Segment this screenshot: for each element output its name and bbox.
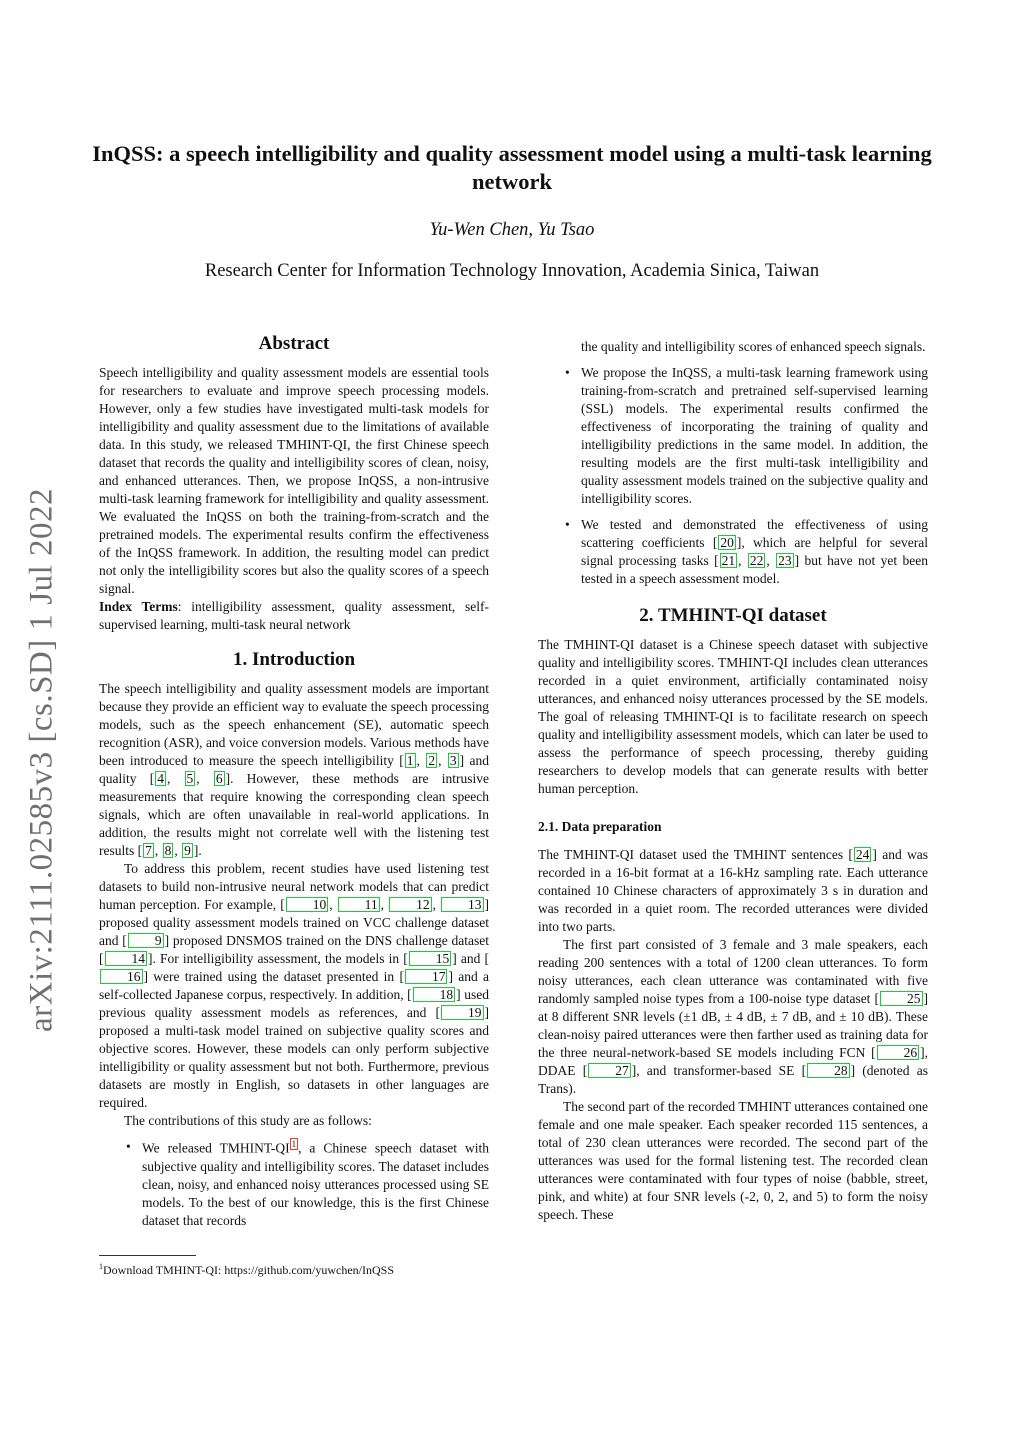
citation-link[interactable]: 7 <box>145 843 152 858</box>
citation-link[interactable]: 13 <box>441 897 484 912</box>
intro-heading: 1. Introduction <box>232 649 356 670</box>
footnote-text: Download TMHINT-QI: https://github.com/yuwchen/InQSS <box>103 1263 394 1277</box>
citation-link[interactable]: 4 <box>157 771 164 786</box>
citation-link[interactable]: 28 <box>807 1063 850 1078</box>
paper-affiliation: Research Center for Information Technology Innovation, Academia Sinica, Taiwan <box>204 261 820 281</box>
footnote <box>99 1262 394 1278</box>
contribution-item: • We released TMHINT-QI 1 , a Chinese speech dataset with subjective quality and intelligibility scores. The dataset includes clean, noisy, and enhanced noisy utterances processed using SE models. To the best of our knowledge, this is the first Chinese dataset that records <box>99 1138 489 1230</box>
citation-link[interactable]: 12 <box>389 897 432 912</box>
citation-link[interactable]: 26 <box>877 1045 920 1060</box>
citation-link[interactable]: 20 <box>720 535 734 550</box>
dataset-heading: 2. TMHINT-QI dataset <box>639 605 827 626</box>
citation-link[interactable]: 6 <box>215 771 223 786</box>
paper-authors: Yu-Wen Chen, Yu Tsao <box>429 220 595 240</box>
index-terms <box>99 598 489 634</box>
contribution-item: the quality and intelligibility scores of enhanced speech signals. <box>581 339 926 354</box>
citation-link[interactable]: 9 <box>128 933 164 948</box>
contributions-list <box>99 1138 489 1230</box>
citation-link[interactable]: 15 <box>409 951 452 966</box>
citation-link[interactable]: 23 <box>778 553 792 568</box>
dataset-paragraph-1: The TMHINT-QI dataset is a Chinese speech dataset with subjective quality and intelligibility scores. TMHINT-QI includes clean utterances recorded in a quiet environment, artificially contaminated noisy utterances, and enhanced noisy utterances processed by the SE models. The goal of releasing TMHINT-QI is to facilitate research on speech quality and intelligibility assessment models, which can later be used to assess the performance of speech processing, thereby guiding researchers to develop models that can generate results with better human perception. <box>538 637 928 796</box>
citation-link[interactable]: 2 <box>428 753 436 768</box>
index-terms-label: Index Terms <box>99 599 178 614</box>
intro-paragraph-1: The speech intelligibility and quality assessment models are important because they provide an efficient way to evaluate the speech processing models, such as the speech enhancement (SE), automatic speech recognition (ASR), and voice conversion models. Various methods have been introduced to measure the speech intelligibility [ 1 , 2 , 3 ] and quality [ 4 , 5 , 6 ]. However, these methods are intrusive measurements that require knowing the corresponding clean speech signals, which are often unavailable in real-world applications. In addition, the results might not correlate well with the listening test results [ 7 , 8 , 9 ]. <box>99 681 490 858</box>
citation-link[interactable]: 10 <box>286 897 329 912</box>
footnote-mark: 1 <box>99 1262 103 1271</box>
citation-link[interactable]: 8 <box>164 843 172 858</box>
data-preparation-heading: 2.1. Data preparation <box>538 819 662 834</box>
citation-link[interactable]: 9 <box>184 843 191 858</box>
intro-paragraph-2: To address this problem, recent studies have used listening test datasets to build non-intrusive neural network models that can predict human perception. For example, [ 10 , 11 , 12 , 13 ] proposed quality assessment models trained on VCC challenge dataset and [ 9 ] proposed DNSMOS trained on the DNS challenge dataset [ 14 ]. For intelligibility assessment, the models in [ 15 ] and [16 ] were trained using the dataset presented in [ 17 ] and a self-collected Japanese corpus, respectively. In addition, [ 18 ] used previous quality assessment models as references, and [ 19 ] proposed a multi-task model trained on subjective quality scores and objective scores. However, these models can only perform subjective intelligibility or quality assessment but not both. Furthermore, previous datasets are mostly in English, so datasets in other languages are required. <box>99 861 490 1110</box>
arxiv-id: arXiv:2111.02585v3 [cs.SD] 1 Jul 2022 <box>23 487 60 1033</box>
citation-link[interactable]: 25 <box>880 991 923 1006</box>
citation-link[interactable]: 18 <box>413 987 456 1002</box>
footnote-link[interactable]: 1 <box>291 1139 297 1149</box>
left-column <box>99 332 489 1238</box>
contribution-item: • We propose the InQSS, a multi-task learning framework using training-from-scratch and pretrained self-supervised learning (SSL) models. The experimental results confirmed the effectiveness of incorporating the training of quality and intelligibility predictions in the same model. In addition, the resulting models are the first multi-task intelligibility and quality assessment models trained on the subjective quality and intelligibility scores. <box>538 364 928 508</box>
citation-link[interactable]: 19 <box>441 1005 484 1020</box>
right-column <box>538 338 928 1224</box>
citation-link[interactable]: 21 <box>721 553 736 568</box>
dataset-paragraph-4: The second part of the recorded TMHINT utterances contained one female and one male speaker. Each speaker recorded 115 sentences, a total of 230 clean utterances were recorded. The second part of the utterances was used for the formal listening test. The recorded clean utterances were contaminated with four types of noise (babble, street, pink, and white) at four SNR levels (-2, 0, 2, and 5) to form the noisy speech. These <box>538 1099 928 1222</box>
citation-link[interactable]: 11 <box>338 897 380 912</box>
citation-link[interactable]: 5 <box>186 771 194 786</box>
abstract-body: Speech intelligibility and quality assessment models are essential tools for researchers to evaluate and improve speech processing models. However, only a few studies have investigated multi-task models for intelligibility and quality assessment due to the limitations of available data. In this study, we released TMHINT-QI, the first Chinese speech dataset that records the quality and intelligibility scores of clean, noisy, and enhanced utterances. Then, we propose InQSS, a non-intrusive multi-task learning framework for intelligibility and quality assessment. We evaluated the InQSS on both the training-from-scratch and the pretrained models. The experimental results confirm the effectiveness of the InQSS framework. In addition, the resulting model can predict not only the intelligibility scores but also the quality scores of a speech signal. <box>99 365 489 596</box>
abstract-heading: Abstract <box>258 333 330 354</box>
paper-title: InQSS: a speech intelligibility and quality assessment model using a multi-task learning network <box>92 141 932 194</box>
footnote-rule <box>99 1255 196 1256</box>
dataset-paragraph-2: The TMHINT-QI dataset used the TMHINT sentences [ 24 ] and was recorded in a 16-bit format at a 16-kHz sampling rate. Each utterance contained 10 Chinese characters of approximately 3 s in duration and was recorded in a quiet room. The recorded utterances were divided into two parts. <box>538 847 929 934</box>
citation-link[interactable]: 14 <box>105 951 148 966</box>
intro-paragraph-3: The contributions of this study are as follows: <box>124 1113 372 1128</box>
citation-link[interactable]: 27 <box>588 1063 631 1078</box>
citation-link[interactable]: 17 <box>405 969 448 984</box>
citation-link[interactable]: 3 <box>449 753 457 768</box>
dataset-paragraph-3: The first part consisted of 3 female and 3 male speakers, each reading 200 sentences with a total of 1200 clean utterances. To form noisy utterances, each clean utterance was contaminated with five randomly sampled noise types from a 100-noise type dataset [ 25 ] at 8 different SNR levels (±1 dB, ± 4 dB, ± 7 dB, and ± 10 dB). These clean-noisy paired utterances were then farther used as training data for the three neural-network-based SE models including FCN [ 26 ], DDAE [ 27 ], and transformer-based SE [ 28 ] (denoted as Trans). <box>538 937 928 1096</box>
arxiv-sidebar-stamp <box>12 470 72 1050</box>
index-terms-text: : intelligibility assessment, quality assessment, self-supervised learning, multi-task neural network <box>99 599 489 632</box>
citation-link[interactable]: 22 <box>749 553 764 568</box>
citation-link[interactable]: 1 <box>406 753 414 768</box>
contributions-list-continued <box>538 338 928 588</box>
citation-link[interactable]: 16 <box>100 969 143 984</box>
citation-link[interactable]: 24 <box>855 847 870 862</box>
contribution-item: • We tested and demonstrated the effectiveness of using scattering coefficients [ 20 ], which are helpful for several signal processing tasks [ 21 , 22 , 23 ] but have not yet been tested in a speech assessment model. <box>538 516 928 588</box>
